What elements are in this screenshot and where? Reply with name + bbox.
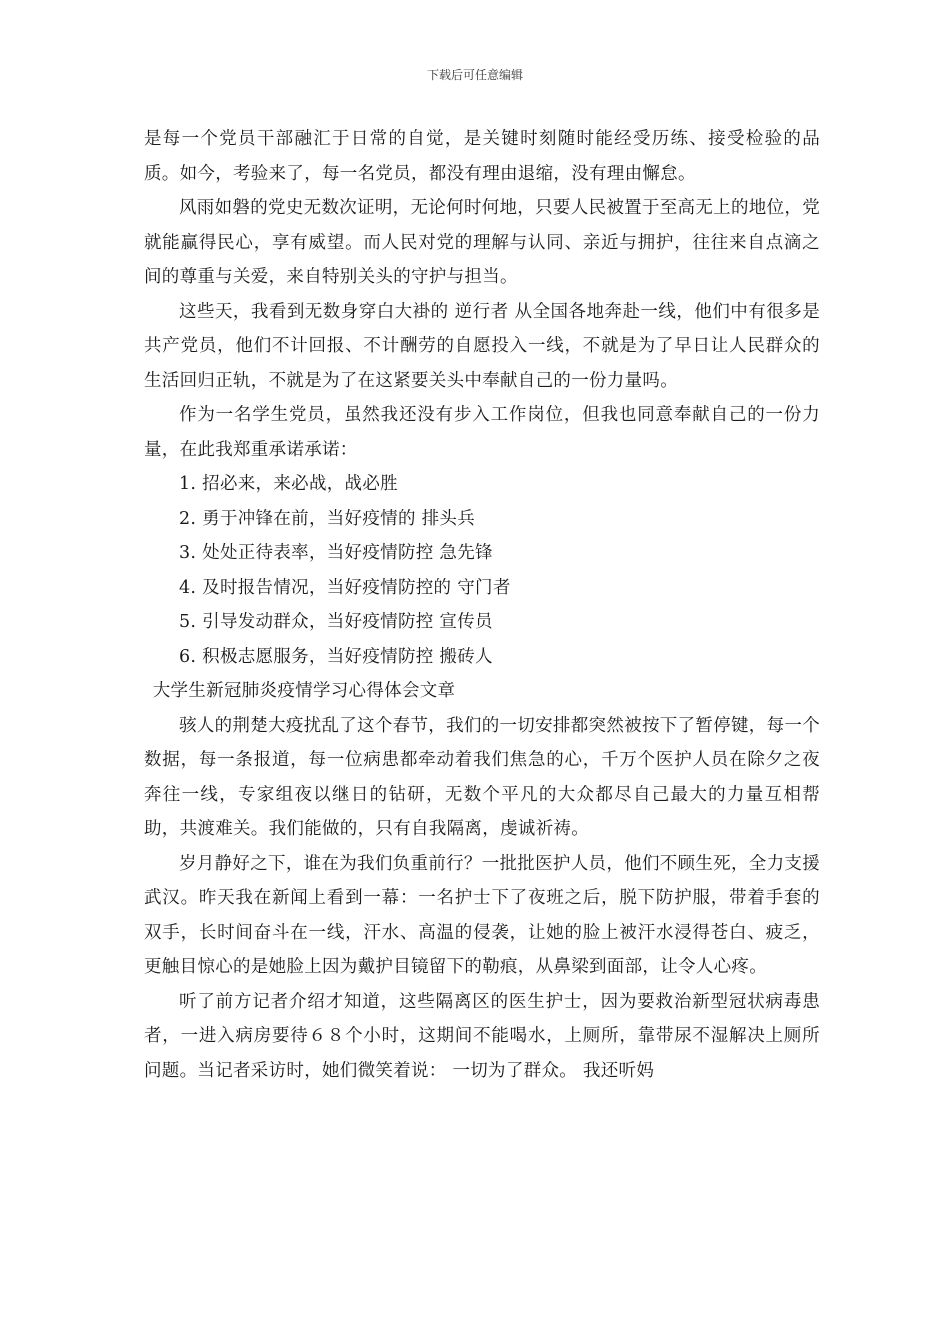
paragraph-5: 骇人的荆楚大疫扰乱了这个春节，我们的一切安排都突然被按下了暂停键，每一个数据，每一条报道，每一位病患都牵动着我们焦急的心，千万个医护人员在除夕之夜奔往一线，专家组夜以继日的钻研，无数个平凡的大众都尽自己最大的力量互相帮助，共渡难关。我们能做的，只有自我隔离，虔诚祈祷。 <box>144 715 820 839</box>
pledge-item-1: 1. 招必来，来必战，战必胜 <box>179 474 398 494</box>
section-title: 大学生新冠肺炎疫情学习心得体会文章 <box>152 681 456 701</box>
pledge-item-4: 4. 及时报告情况，当好疫情防控的 守门者 <box>179 577 511 598</box>
page-header-note: 下载后可任意编辑 <box>426 68 523 82</box>
paragraph-1: 是每一个党员干部融汇于日常的自觉，是关键时刻随时能经受历练、接受检验的品质。如今，考验来了，每一名党员，都没有理由退缩，没有理由懈怠。 <box>144 129 820 184</box>
pledge-item-2: 2. 勇于冲锋在前，当好疫情的 排头兵 <box>179 508 476 529</box>
pledge-item-6: 6. 积极志愿服务，当好疫情防控 搬砖人 <box>179 646 493 667</box>
paragraph-6: 岁月静好之下，谁在为我们负重前行？一批批医护人员，他们不顾生死，全力支援武汉。昨天我在新闻上看到一幕：一名护士下了夜班之后，脱下防护服，带着手套的双手，长时间奋斗在一线，汗水、高温的侵袭，让她的脸上被汗水浸得苍白、疲乏，更触目惊心的是她脸上因为戴护目镜留下的勒痕，从鼻梁到面部，让令人心疼。 <box>144 853 820 977</box>
pledge-item-5: 5. 引导发动群众，当好疫情防控 宣传员 <box>179 612 493 632</box>
paragraph-2: 风雨如磐的党史无数次证明，无论何时何地，只要人民被置于至高无上的地位，党就能赢得民心，享有威望。而人民对党的理解与认同、亲近与拥护，往往来自点滴之间的尊重与关爱，来自特别关头的守护与担当。 <box>144 198 820 287</box>
pledge-item-3: 3. 处处正待表率，当好疫情防控 急先锋 <box>179 543 493 563</box>
document-body <box>144 122 820 1088</box>
paragraph-7: 听了前方记者介绍才知道，这些隔离区的医生护士，因为要救治新型冠状病毒患者，一进入病房要待６８个小时，这期间不能喝水，上厕所，靠带尿不湿解决上厕所问题。当记者采访时，她们微笑着说： 一切为了群众。 我还听妈 <box>144 991 820 1081</box>
paragraph-3: 这些天，我看到无数身穿白大褂的 逆行者 从全国各地奔赴一线，他们中有很多是共产党员，他们不计回报、不计酬劳的自愿投入一线，不就是为了早日让人民群众的生活回归正轨，不就是为了在这紧要关头中奉献自己的一份力量吗。 <box>144 301 820 391</box>
paragraph-4: 作为一名学生党员，虽然我还没有步入工作岗位，但我也同意奉献自己的一份力量，在此我郑重承诺承诺： <box>144 405 820 460</box>
